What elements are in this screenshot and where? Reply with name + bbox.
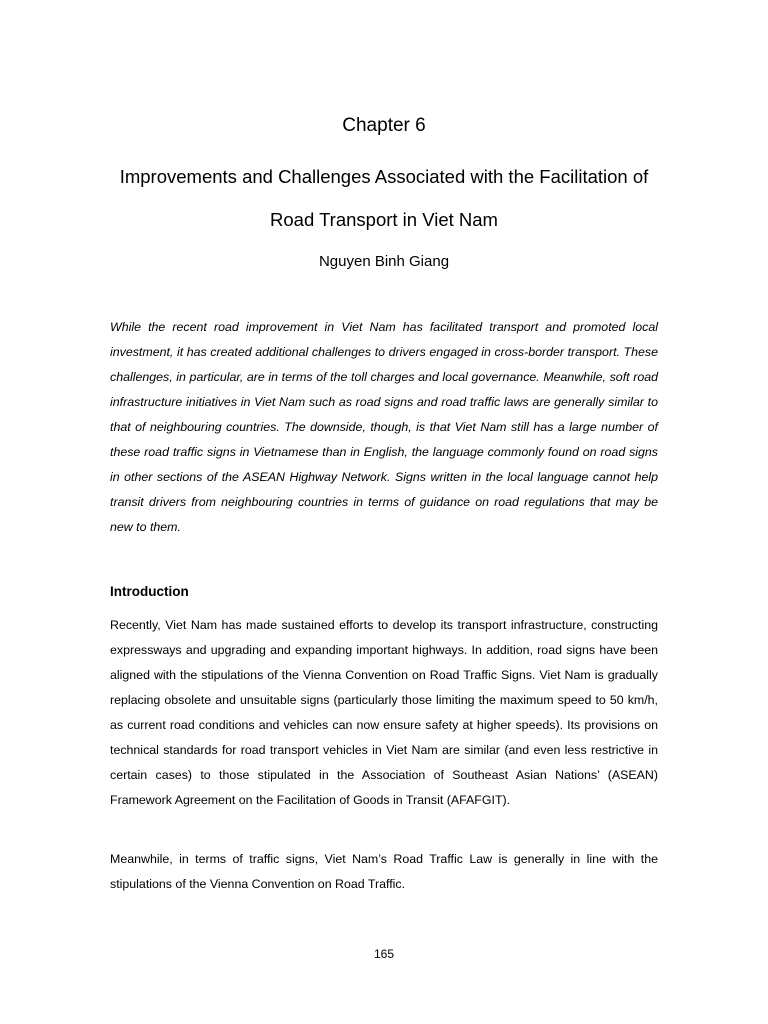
chapter-label: Chapter 6	[342, 115, 426, 136]
body-paragraph: Meanwhile, in terms of traffic signs, Viet Nam’s Road Traffic Law is generally in line with the stipulations of the Vienna Convention on Road Traffic.	[110, 852, 658, 891]
body-paragraph: Recently, Viet Nam has made sustained efforts to develop its transport infrastructure, constructing expressways and upgrading and expanding important highways. In addition, road signs have been aligned with the stipulations of the Vienna Convention on Road Traffic Signs. Viet Nam is gradually replacing obsolete and unsuitable signs (particularly those limiting the maximum speed to 50 km/h, as current road conditions and vehicles can now ensure safety at higher speeds). Its provisions on technical standards for road transport vehicles in Viet Nam are similar (and even less restrictive in certain cases) to those stipulated in the Association of Southeast Asian Nations’ (ASEAN) Framework Agreement on the Facilitation of Goods in Transit (AFAFGIT).	[110, 618, 658, 807]
chapter-title-line-1: Improvements and Challenges Associated with the Facilitation of	[119, 166, 649, 187]
author-name: Nguyen Binh Giang	[318, 253, 450, 270]
section-heading-introduction: Introduction	[110, 584, 189, 599]
chapter-title-line-2: Road Transport in Viet Nam	[270, 209, 498, 230]
page-number: 165	[373, 947, 395, 961]
abstract-paragraph: While the recent road improvement in Viet Nam has facilitated transport and promoted local investment, it has created additional challenges to drivers engaged in cross-border transport. These challenges, in particular, are in terms of the toll charges and local governance. Meanwhile, soft road infrastructure initiatives in Viet Nam such as road signs and road traffic laws are generally similar to that of neighbouring countries. The downside, though, is that Viet Nam still has a large number of these road traffic signs in Vietnamese than in English, the language commonly found on road signs in other sections of the ASEAN Highway Network. Signs written in the local language cannot help transit drivers from neighbouring countries in terms of guidance on road regulations that may be new to them.	[110, 320, 658, 534]
